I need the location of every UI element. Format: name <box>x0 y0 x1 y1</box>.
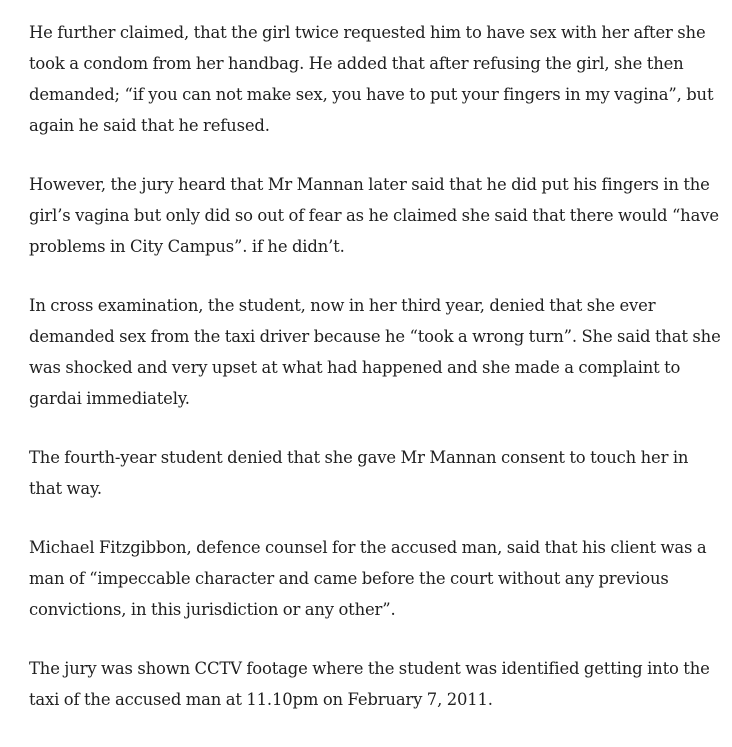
paragraph-cctv-footage: The jury was shown CCTV footage where the student was identified getting into the taxi of the accused man at 11.10pm on February 7, 2011. <box>29 659 710 709</box>
paragraph-claim: He further claimed, that the girl twice requested him to have sex with her after she took a condom from her handbag. He added that after refusing the girl, she then demanded; “if you can not make sex, you have to put your fingers in my vagina”, but again he said that he refused. <box>29 23 714 135</box>
article-body <box>29 17 725 743</box>
paragraph-defence-counsel: Michael Fitzgibbon, defence counsel for the accused man, said that his client was a man of “impeccable character and came before the court without any previous convictions, in this jurisdiction or any other”. <box>29 538 707 619</box>
paragraph-consent-denial: The fourth-year student denied that she gave Mr Mannan consent to touch her in that way. <box>29 448 689 498</box>
paragraph-jury-heard: However, the jury heard that Mr Mannan later said that he did put his fingers in the girl’s vagina but only did so out of fear as he claimed she said that there would “have problems in City Campus”. if he didn’t. <box>29 175 719 256</box>
paragraph-cross-examination: In cross examination, the student, now in her third year, denied that she ever demanded sex from the taxi driver because he “took a wrong turn”. She said that she was shocked and very upset at what had happened and she made a complaint to gardai immediately. <box>29 296 721 408</box>
